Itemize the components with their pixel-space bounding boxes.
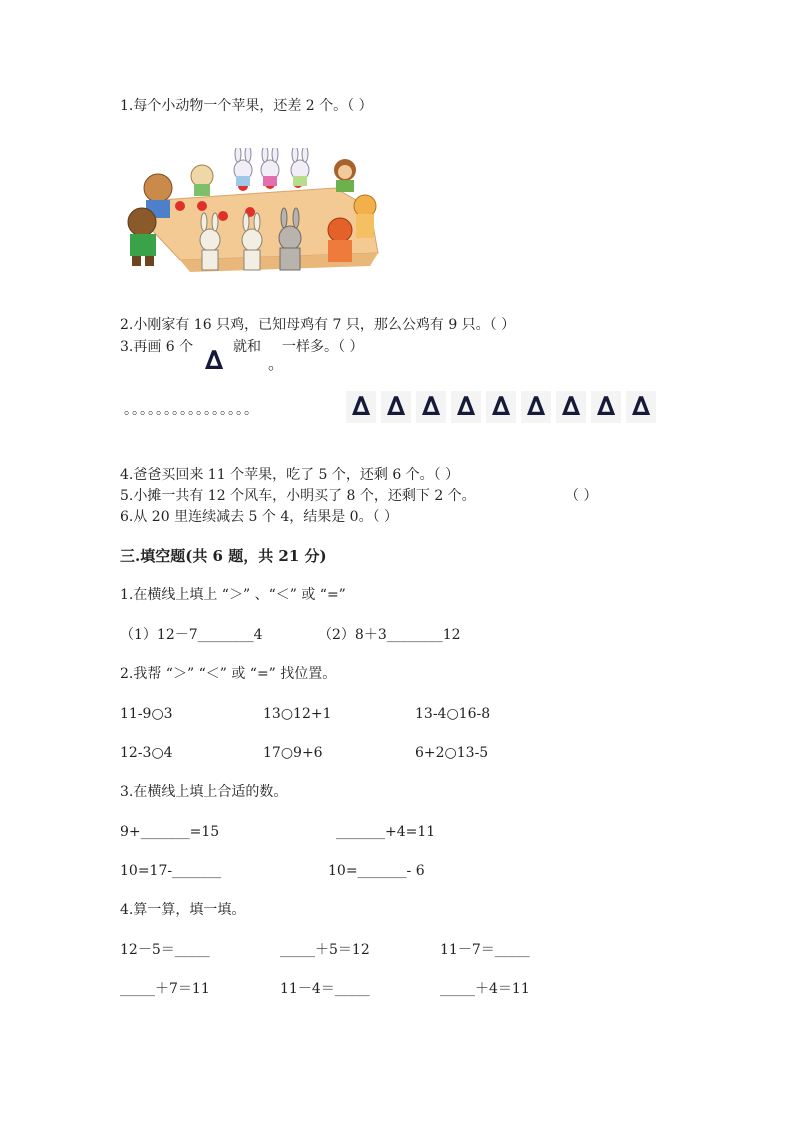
compare-item: 13-4○16-8 (415, 706, 491, 722)
triangle-icon: ∆ (486, 391, 516, 423)
calc-item: _____＋4＝11 (440, 981, 530, 997)
compare-item: 6+2○13-5 (415, 745, 489, 761)
triangle-icon: ∆ (381, 391, 411, 423)
question-3-part-b: 就和 (233, 339, 261, 355)
question-6: 6.从 20 里连续减去 5 个 4，结果是 0。（ ） (120, 509, 399, 525)
fill-question-1-a: （1）12－7________4 (120, 627, 263, 643)
question-5-bracket: （ ） (565, 488, 598, 504)
question-3-part-c: 一样多。（ ） (282, 339, 364, 355)
calc-item: 11－4＝_____ (280, 981, 370, 997)
question-4: 4.爸爸买回来 11 个苹果，吃了 5 个，还剩 6 个。（ ） (120, 467, 460, 483)
compare-item: 11-9○3 (120, 706, 173, 722)
triangle-icon: ∆ (591, 391, 621, 423)
calc-item: 11－7＝_____ (440, 942, 530, 958)
compare-item: 13○12+1 (263, 706, 332, 722)
triangle-icon: ∆ (346, 391, 376, 423)
triangle-row (346, 391, 661, 423)
circle-row: 。。。。。。。。。。。。。。。。 (124, 402, 259, 418)
triangle-icon: ∆ (416, 391, 446, 423)
question-1: 1.每个小动物一个苹果，还差 2 个。（ ） (120, 98, 373, 114)
compare-item: 12-3○4 (120, 745, 173, 761)
fill-question-2-title: 2.我帮 “＞” “＜” 或 “=” 找位置。 (120, 666, 337, 682)
triangle-icon: ∆ (451, 391, 481, 423)
fill-question-3-title: 3.在横线上填上合适的数。 (120, 784, 288, 800)
circle-icon: 。 (268, 354, 285, 373)
blank-item: 10=_______- 6 (328, 863, 425, 879)
triangle-icon: ∆ (626, 391, 656, 423)
question-5: 5.小摊一共有 12 个风车，小明买了 8 个，还剩下 2 个。 (120, 488, 476, 504)
calc-item: _____＋7＝11 (120, 981, 210, 997)
blank-item: _______+4=11 (336, 824, 436, 840)
compare-item: 17○9+6 (263, 745, 323, 761)
triangle-icon: ∆ (556, 391, 586, 423)
blank-item: 10=17-_______ (120, 863, 222, 879)
calc-item: 12－5＝_____ (120, 942, 210, 958)
fill-question-4-title: 4.算一算，填一填。 (120, 902, 246, 918)
blank-item: 9+_______=15 (120, 824, 220, 840)
triangle-icon: ∆ (205, 346, 224, 376)
section-title: 三.填空题(共 6 题，共 21 分) (120, 547, 327, 565)
fill-question-1-b: （2）8＋3________12 (318, 627, 461, 643)
calc-item: _____＋5＝12 (280, 942, 370, 958)
question-3-part-a: 3.再画 6 个 (120, 339, 194, 355)
animals-table-illustration (120, 148, 388, 278)
fill-question-1-title: 1.在横线上填上 “＞” 、“＜” 或 “=” (120, 587, 346, 603)
triangle-icon: ∆ (521, 391, 551, 423)
question-2: 2.小刚家有 16 只鸡，已知母鸡有 7 只，那么公鸡有 9 只。（ ） (120, 317, 516, 333)
